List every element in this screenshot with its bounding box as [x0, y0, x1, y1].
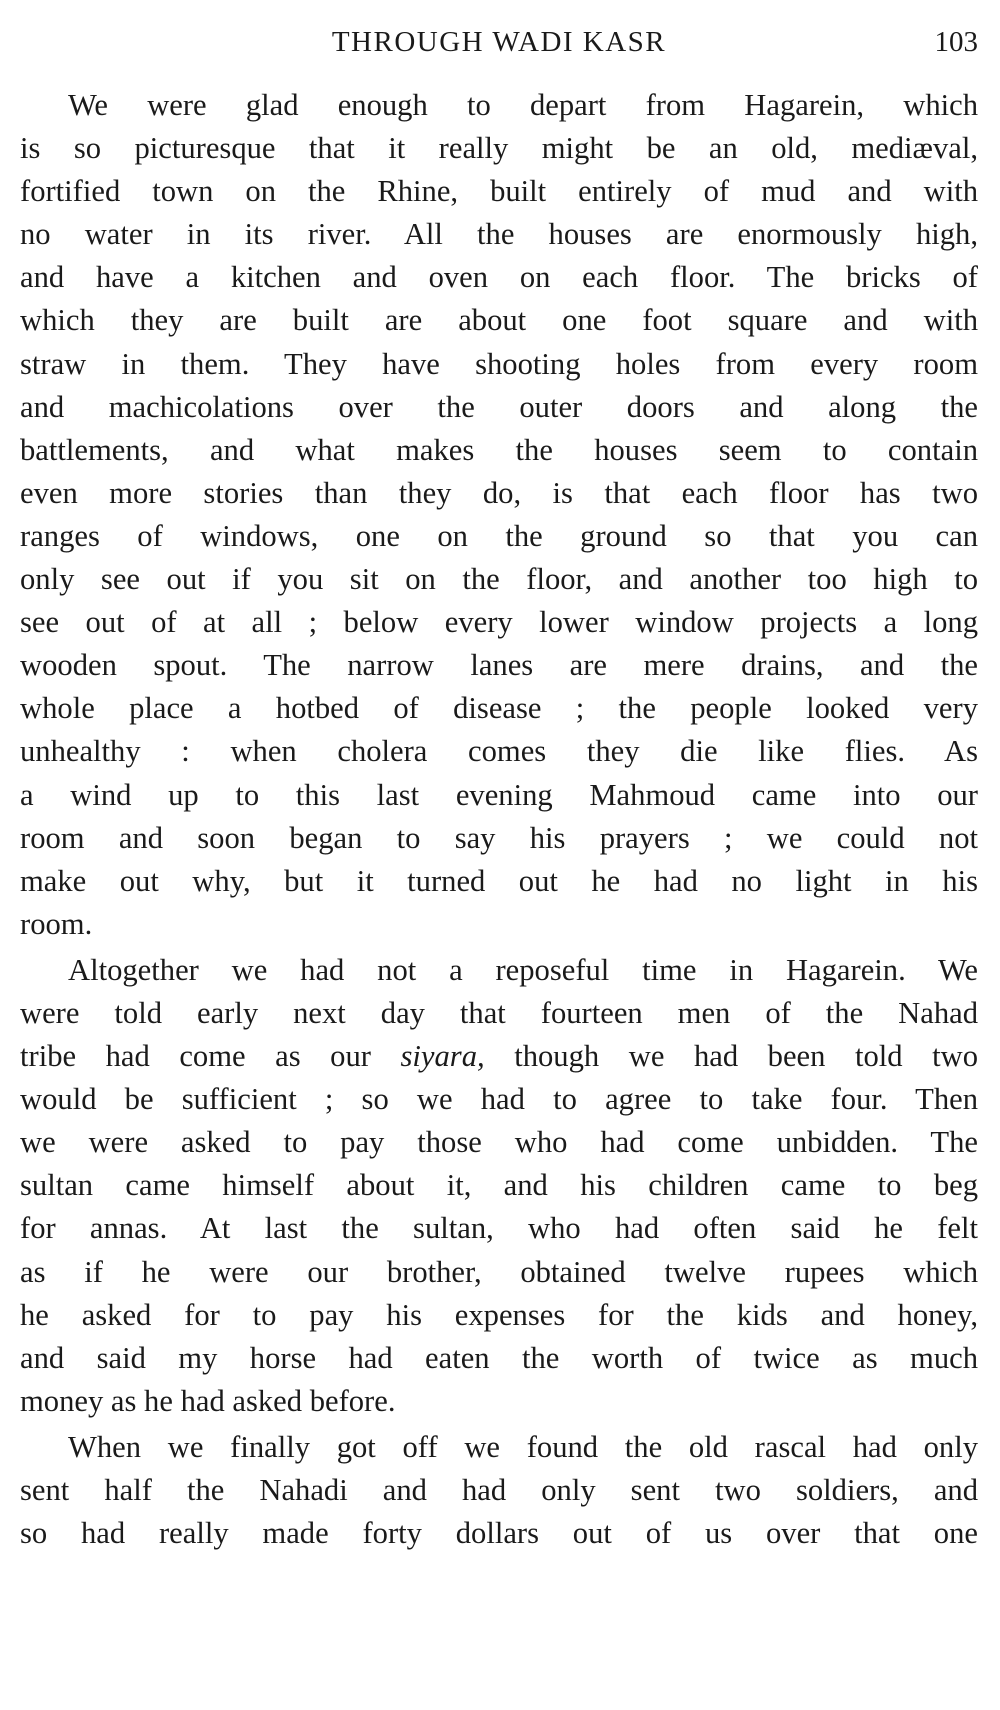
- text-line: no water in its river. All the houses are enormously high,: [20, 217, 978, 252]
- body-text: [20, 84, 978, 1555]
- text-line: When we finally got off we found the old rascal had only: [68, 1429, 978, 1464]
- page-number: 103: [934, 26, 978, 58]
- line-end: though we had been told two: [484, 1039, 978, 1074]
- text-line: straw in them. They have shooting holes from every room: [20, 346, 978, 381]
- text-line: unhealthy : when cholera comes they die like flies. As: [20, 734, 978, 769]
- text-line: and said my horse had eaten the worth of twice as much: [20, 1340, 978, 1375]
- running-head: [20, 22, 978, 62]
- text-line: battlements, and what makes the houses seem to contain: [20, 432, 978, 467]
- paragraph-3: [20, 1426, 978, 1555]
- paragraph-2: [20, 949, 978, 1423]
- text-line: whole place a hotbed of disease ; the people looked very: [20, 691, 978, 726]
- text-line: and have a kitchen and oven on each floor. The bricks of: [20, 260, 978, 295]
- line-start: tribe had come as our: [20, 1039, 401, 1074]
- text-line-with-italic: [20, 1035, 978, 1078]
- text-line: we were asked to pay those who had come unbidden. The: [20, 1125, 978, 1160]
- text-line: were told early next day that fourteen men of the Nahad: [20, 995, 978, 1030]
- text-line: is so picturesque that it really might be an old, mediæval,: [20, 131, 978, 166]
- text-line: fortified town on the Rhine, built entirely of mud and with: [20, 174, 978, 209]
- text-line: room.: [20, 906, 93, 941]
- text-line: ranges of windows, one on the ground so that you can: [20, 518, 978, 553]
- text-line: see out of at all ; below every lower window projects a long: [20, 605, 978, 640]
- text-line: a wind up to this last evening Mahmoud came into our: [20, 777, 978, 812]
- text-line: only see out if you sit on the floor, and another too high to: [20, 562, 978, 597]
- text-line: would be sufficient ; so we had to agree to take four. Then: [20, 1082, 978, 1117]
- text-line: wooden spout. The narrow lanes are mere drains, and the: [20, 648, 978, 683]
- running-title: THROUGH WADI KASR: [331, 26, 667, 58]
- text-line: We were glad enough to depart from Hagarein, which: [68, 88, 978, 122]
- italic-word: siyara,: [400, 1039, 485, 1074]
- text-line: for annas. At last the sultan, who had often said he felt: [20, 1211, 978, 1246]
- text-line: as if he were our brother, obtained twelve rupees which: [20, 1254, 978, 1289]
- text-line: he asked for to pay his expenses for the kids and honey,: [20, 1297, 978, 1332]
- text-line: sultan came himself about it, and his children came to beg: [20, 1168, 978, 1203]
- text-line: which they are built are about one foot square and with: [20, 303, 978, 338]
- text-line: Altogether we had not a reposeful time in Hagarein. We: [68, 952, 978, 987]
- text-line: and machicolations over the outer doors and along the: [20, 389, 978, 424]
- paragraph-1: [20, 84, 978, 946]
- text-line: make out why, but it turned out he had no light in his: [20, 863, 978, 898]
- text-line: even more stories than they do, is that each floor has two: [20, 475, 978, 510]
- text-line: room and soon began to say his prayers ; we could not: [20, 820, 978, 855]
- text-line: sent half the Nahadi and had only sent two soldiers, and: [20, 1473, 978, 1507]
- text-line: money as he had asked before.: [20, 1383, 396, 1418]
- text-line: so had really made forty dollars out of us over that one: [20, 1516, 978, 1551]
